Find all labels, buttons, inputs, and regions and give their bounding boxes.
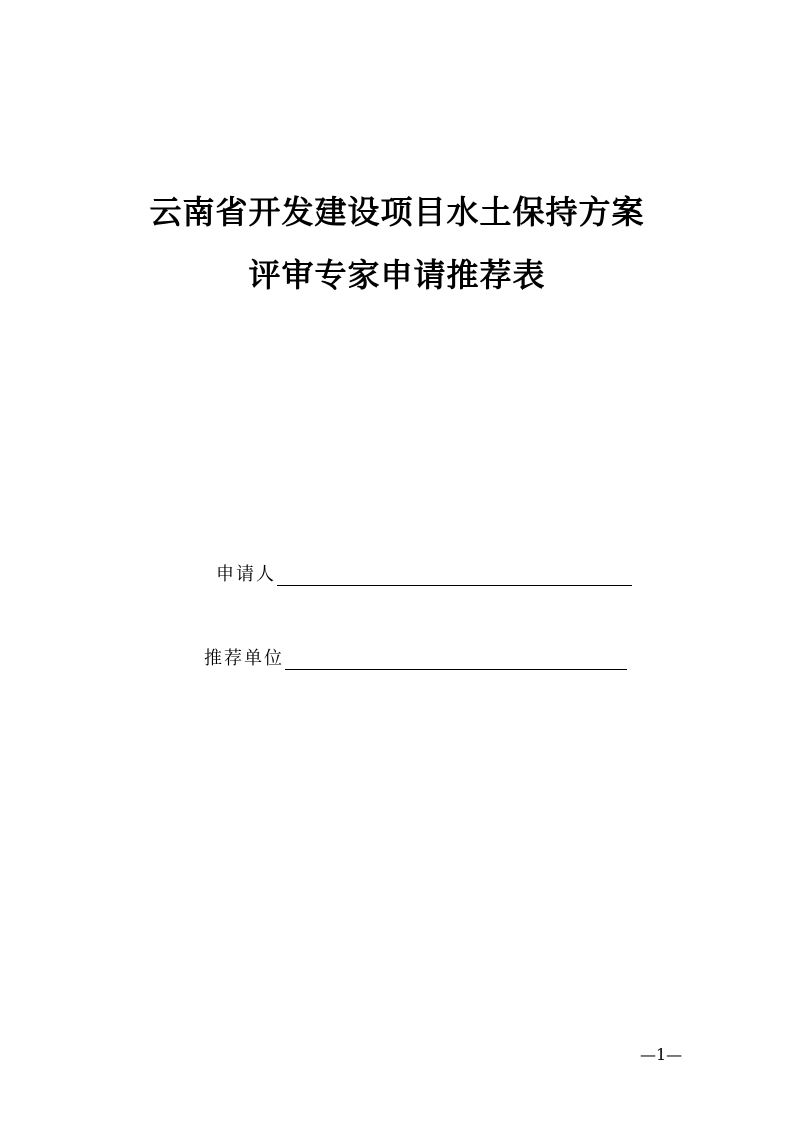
applicant-label: 申请人 [216, 564, 276, 585]
recommending-unit-label: 推荐单位 [204, 648, 284, 669]
document-title-line-1: 云南省开发建设项目水土保持方案 [149, 193, 645, 231]
applicant-field [216, 560, 632, 586]
recommending-unit-field [204, 644, 627, 670]
page-number: —1— [640, 1045, 683, 1064]
recommending-unit-blank-line[interactable] [285, 649, 627, 670]
document-title-line-2: 评审专家申请推荐表 [248, 256, 546, 294]
applicant-blank-line[interactable] [277, 565, 632, 586]
